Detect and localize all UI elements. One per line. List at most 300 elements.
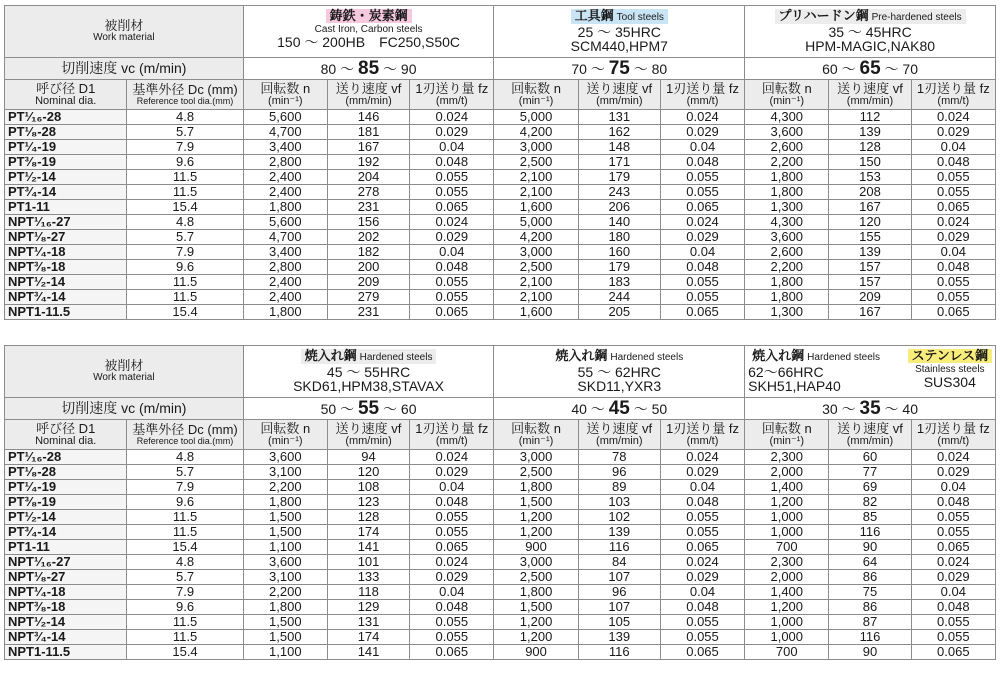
cutting-speed-value xyxy=(243,58,494,80)
fz-value: 0.029 xyxy=(911,465,995,480)
thread-size: PT1-11 xyxy=(5,540,127,555)
table-row xyxy=(5,645,996,660)
rpm-value: 1,500 xyxy=(243,510,327,525)
rpm-label: 回転数 n xyxy=(511,420,561,436)
rpm-value: 5,600 xyxy=(243,110,327,125)
rpm-value: 2,100 xyxy=(494,290,578,305)
speed-recommended: 55 xyxy=(357,397,380,419)
feed-value: 141 xyxy=(327,645,409,660)
feed-value: 179 xyxy=(578,170,660,185)
speed-high: 〜 50 xyxy=(633,400,668,417)
rpm-value: 4,700 xyxy=(243,230,327,245)
feed-value: 205 xyxy=(578,305,660,320)
rpm-value: 3,600 xyxy=(243,450,327,465)
rpm-value: 2,400 xyxy=(243,290,327,305)
rpm-unit: (min⁻¹) xyxy=(518,434,554,447)
table-row xyxy=(5,230,996,245)
feed-value: 231 xyxy=(327,305,409,320)
feed-value: 157 xyxy=(829,275,911,290)
speed-recommended: 85 xyxy=(358,57,380,79)
feed-header xyxy=(829,80,911,110)
table-row xyxy=(5,525,996,540)
thread-size: PT1-11 xyxy=(5,200,127,215)
rpm-value: 3,600 xyxy=(745,125,829,140)
rpm-value: 900 xyxy=(494,540,578,555)
fz-header xyxy=(911,420,995,450)
rpm-value: 5,000 xyxy=(494,110,578,125)
reference-dia: 4.8 xyxy=(127,110,243,125)
feed-value: 200 xyxy=(327,260,409,275)
material-title: 焼入れ鋼 xyxy=(555,348,608,363)
fz-value: 0.029 xyxy=(660,465,744,480)
hardness-range: 55 〜 62HRC xyxy=(577,363,661,380)
rpm-value: 1,800 xyxy=(745,170,829,185)
feed-value: 123 xyxy=(327,495,409,510)
rpm-value: 2,500 xyxy=(494,155,578,170)
fz-value: 0.065 xyxy=(410,305,494,320)
fz-value: 0.04 xyxy=(410,585,494,600)
fz-value: 0.055 xyxy=(410,170,494,185)
rpm-value: 1,000 xyxy=(745,525,829,540)
fz-value: 0.065 xyxy=(410,200,494,215)
rpm-header xyxy=(243,420,327,450)
speed-low: 60 〜 xyxy=(822,60,856,77)
feed-value: 60 xyxy=(829,450,911,465)
thread-size: NPT1-11.5 xyxy=(5,305,127,320)
rpm-label: 回転数 n xyxy=(260,80,311,96)
fz-value: 0.055 xyxy=(660,275,744,290)
reference-dia: 7.9 xyxy=(127,245,243,260)
reference-dia: 7.9 xyxy=(127,585,243,600)
reference-dia: 11.5 xyxy=(127,525,243,540)
feed-value: 118 xyxy=(327,585,409,600)
rpm-value: 2,500 xyxy=(494,465,578,480)
table-row xyxy=(5,125,996,140)
fz-value: 0.055 xyxy=(660,525,744,540)
feed-value: 89 xyxy=(578,480,660,495)
fz-unit: (mm/t) xyxy=(686,94,719,107)
fz-value: 0.055 xyxy=(911,525,995,540)
material-subtitle: Cast Iron, Carbon steels xyxy=(314,23,423,35)
fz-value: 0.029 xyxy=(410,230,494,245)
rpm-value: 1,800 xyxy=(243,600,327,615)
feed-value: 107 xyxy=(578,570,660,585)
feed-value: 148 xyxy=(578,140,660,155)
feed-unit: (mm/min) xyxy=(345,94,392,107)
feed-value: 139 xyxy=(829,125,911,140)
material-grades: SKD61,HPM38,STAVAX xyxy=(293,378,445,395)
speed-low: 50 〜 xyxy=(320,400,355,417)
rpm-value: 1,200 xyxy=(494,615,578,630)
rpm-value: 1,800 xyxy=(243,495,327,510)
material-title: 焼入れ鋼 xyxy=(304,348,357,363)
stainless-title-en: Stainless steels xyxy=(915,363,985,375)
hardness-range: 45 〜 55HRC xyxy=(326,363,411,380)
reference-dia-label-en: Reference tool dia.(mm) xyxy=(136,435,234,446)
fz-value: 0.048 xyxy=(911,495,995,510)
table-row xyxy=(5,465,996,480)
feed-value: 128 xyxy=(327,510,409,525)
feed-value: 141 xyxy=(327,540,409,555)
fz-label: 1刃送り量 fz xyxy=(415,420,489,436)
fz-value: 0.024 xyxy=(660,450,744,465)
reference-dia: 11.5 xyxy=(127,615,243,630)
feed-value: 182 xyxy=(327,245,409,260)
rpm-value: 1,600 xyxy=(494,305,578,320)
material-title: 焼入れ鋼 xyxy=(752,348,805,363)
table-row xyxy=(5,615,996,630)
thread-size: NPT¹⁄₈-27 xyxy=(5,230,127,245)
table-row xyxy=(5,510,996,525)
feed-unit: (mm/min) xyxy=(846,434,894,447)
thread-size: PT³⁄₈-19 xyxy=(5,495,127,510)
feed-value: 208 xyxy=(829,185,911,200)
thread-size: PT¹⁄₈-28 xyxy=(5,465,127,480)
rpm-value: 3,100 xyxy=(243,570,327,585)
fz-header xyxy=(410,420,494,450)
cutting-table-top xyxy=(4,5,996,320)
rpm-value: 3,000 xyxy=(494,555,578,570)
feed-value: 206 xyxy=(578,200,660,215)
rpm-unit: (min⁻¹) xyxy=(518,94,554,107)
table-row xyxy=(5,290,996,305)
reference-dia: 5.7 xyxy=(127,230,243,245)
fz-value: 0.04 xyxy=(410,245,494,260)
rpm-value: 3,600 xyxy=(243,555,327,570)
rpm-value: 2,400 xyxy=(243,275,327,290)
fz-value: 0.055 xyxy=(911,290,995,305)
fz-value: 0.04 xyxy=(911,245,995,260)
rpm-value: 900 xyxy=(494,645,578,660)
reference-dia: 11.5 xyxy=(127,630,243,645)
stainless-title: ステンレス鋼 xyxy=(911,348,988,363)
fz-value: 0.029 xyxy=(410,465,494,480)
rpm-header xyxy=(745,80,829,110)
feed-value: 183 xyxy=(578,275,660,290)
thread-size: PT¹⁄₂-14 xyxy=(5,170,127,185)
feed-value: 96 xyxy=(578,585,660,600)
feed-value: 112 xyxy=(829,110,911,125)
rpm-value: 2,200 xyxy=(243,585,327,600)
feed-header xyxy=(578,420,660,450)
feed-value: 139 xyxy=(578,525,660,540)
feed-unit: (mm/min) xyxy=(596,434,643,447)
fz-value: 0.024 xyxy=(911,110,995,125)
thread-size: NPT³⁄₄-14 xyxy=(5,290,127,305)
fz-value: 0.048 xyxy=(911,155,995,170)
cutting-speed-value xyxy=(243,398,494,420)
rpm-value: 2,100 xyxy=(494,275,578,290)
material-title-box xyxy=(571,9,668,24)
material-label: 被削材 xyxy=(104,358,144,374)
feed-value: 153 xyxy=(829,170,911,185)
material-title: 鋳鉄・炭素鋼 xyxy=(329,8,408,23)
fz-value: 0.024 xyxy=(410,215,494,230)
material-title-en: Pre-hardened steels xyxy=(871,12,962,23)
material-group-cell xyxy=(745,346,996,398)
reference-dia: 11.5 xyxy=(127,290,243,305)
material-label-cell xyxy=(5,6,244,58)
material-group-cell xyxy=(745,6,996,58)
feed-value: 192 xyxy=(327,155,409,170)
thread-size: PT¹⁄₈-28 xyxy=(5,125,127,140)
table-row xyxy=(5,540,996,555)
reference-dia: 15.4 xyxy=(127,305,243,320)
hardness-range: 62〜66HRC xyxy=(748,363,824,380)
rpm-value: 1,800 xyxy=(243,200,327,215)
stainless-grade: SUS304 xyxy=(923,374,976,391)
rpm-value: 1,800 xyxy=(494,585,578,600)
stainless-title-box xyxy=(908,349,992,363)
nominal-dia-label: 呼び径 D1 xyxy=(36,420,96,436)
feed-value: 86 xyxy=(829,600,911,615)
fz-value: 0.04 xyxy=(660,480,744,495)
fz-value: 0.024 xyxy=(660,555,744,570)
rpm-value: 1,400 xyxy=(745,480,829,495)
speed-low: 30 〜 xyxy=(822,400,856,417)
speed-recommended: 35 xyxy=(859,397,881,419)
table-row xyxy=(5,110,996,125)
rpm-unit: (min⁻¹) xyxy=(769,434,805,447)
fz-value: 0.065 xyxy=(911,645,995,660)
fz-label: 1刃送り量 fz xyxy=(666,80,740,96)
thread-size: NPT³⁄₄-14 xyxy=(5,630,127,645)
rpm-value: 1,800 xyxy=(745,185,829,200)
fz-value: 0.04 xyxy=(410,480,494,495)
feed-value: 157 xyxy=(829,260,911,275)
material-title-en: Hardened steels xyxy=(359,352,433,363)
rpm-unit: (min⁻¹) xyxy=(268,94,303,107)
fz-value: 0.024 xyxy=(911,215,995,230)
rpm-value: 2,400 xyxy=(243,185,327,200)
reference-dia-header xyxy=(127,420,243,450)
feed-value: 156 xyxy=(327,215,409,230)
feed-value: 116 xyxy=(829,630,911,645)
reference-dia-label: 基準外径 Dc (mm) xyxy=(132,81,238,97)
fz-value: 0.048 xyxy=(410,495,494,510)
feed-value: 167 xyxy=(829,200,911,215)
table-row xyxy=(5,245,996,260)
reference-dia: 9.6 xyxy=(127,600,243,615)
rpm-value: 4,200 xyxy=(494,230,578,245)
nominal-dia-label-en: Nominal dia. xyxy=(35,434,97,447)
thread-size: NPT³⁄₈-18 xyxy=(5,260,127,275)
fz-value: 0.04 xyxy=(660,140,744,155)
rpm-value: 2,200 xyxy=(745,155,829,170)
feed-value: 139 xyxy=(829,245,911,260)
fz-value: 0.048 xyxy=(660,600,744,615)
rpm-value: 1,000 xyxy=(745,615,829,630)
cutting-speed-value xyxy=(494,58,745,80)
rpm-value: 1,200 xyxy=(494,525,578,540)
fz-label: 1刃送り量 fz xyxy=(916,420,990,436)
feed-value: 244 xyxy=(578,290,660,305)
feed-value: 90 xyxy=(829,540,911,555)
rpm-header xyxy=(243,80,327,110)
material-label-cell xyxy=(5,346,244,398)
speed-high: 〜 80 xyxy=(633,60,668,77)
fz-value: 0.04 xyxy=(911,140,995,155)
fz-value: 0.048 xyxy=(911,600,995,615)
fz-label: 1刃送り量 fz xyxy=(415,80,489,96)
fz-value: 0.024 xyxy=(660,215,744,230)
thread-size: PT³⁄₈-19 xyxy=(5,155,127,170)
feed-value: 82 xyxy=(829,495,911,510)
feed-label: 送り速度 vf xyxy=(586,80,653,96)
feed-value: 116 xyxy=(578,540,660,555)
rpm-value: 5,600 xyxy=(243,215,327,230)
fz-value: 0.024 xyxy=(660,110,744,125)
rpm-value: 3,000 xyxy=(494,140,578,155)
feed-unit: (mm/min) xyxy=(345,434,392,447)
rpm-value: 1,200 xyxy=(494,630,578,645)
rpm-value: 1,800 xyxy=(745,275,829,290)
speed-recommended: 75 xyxy=(608,57,630,79)
reference-dia: 4.8 xyxy=(127,555,243,570)
rpm-value: 1,500 xyxy=(243,630,327,645)
rpm-label: 回転数 n xyxy=(511,80,561,96)
material-group-cell xyxy=(494,6,745,58)
thread-size: NPT¹⁄₄-18 xyxy=(5,585,127,600)
fz-value: 0.024 xyxy=(410,555,494,570)
material-label-en: Work material xyxy=(93,32,155,44)
fz-value: 0.055 xyxy=(660,615,744,630)
feed-value: 101 xyxy=(327,555,409,570)
fz-value: 0.048 xyxy=(410,260,494,275)
feed-value: 84 xyxy=(578,555,660,570)
thread-size: NPT¹⁄₂-14 xyxy=(5,615,127,630)
rpm-value: 4,300 xyxy=(745,215,829,230)
feed-value: 231 xyxy=(327,200,409,215)
reference-dia: 9.6 xyxy=(127,495,243,510)
material-title-en: Tool steels xyxy=(616,12,664,23)
fz-value: 0.065 xyxy=(911,540,995,555)
thread-size: NPT¹⁄₈-27 xyxy=(5,570,127,585)
material-title-en: Hardened steels xyxy=(610,352,684,363)
feed-unit: (mm/min) xyxy=(596,94,643,107)
speed-high: 〜 70 xyxy=(884,60,918,77)
feed-value: 103 xyxy=(578,495,660,510)
cutting-speed-value xyxy=(745,58,996,80)
rpm-value: 2,000 xyxy=(745,465,829,480)
reference-dia: 9.6 xyxy=(127,155,243,170)
rpm-label: 回転数 n xyxy=(761,420,812,436)
fz-value: 0.055 xyxy=(410,275,494,290)
fz-value: 0.055 xyxy=(410,510,494,525)
fz-value: 0.024 xyxy=(410,450,494,465)
fz-value: 0.055 xyxy=(660,630,744,645)
rpm-header xyxy=(494,80,578,110)
reference-dia-header xyxy=(127,80,243,110)
feed-value: 90 xyxy=(829,645,911,660)
fz-unit: (mm/t) xyxy=(435,94,468,107)
rpm-value: 2,800 xyxy=(243,155,327,170)
fz-value: 0.029 xyxy=(911,125,995,140)
thread-size: PT¹⁄₁₆-28 xyxy=(5,450,127,465)
table-row xyxy=(5,480,996,495)
rpm-value: 4,300 xyxy=(745,110,829,125)
table-row xyxy=(5,585,996,600)
speed-low: 80 〜 xyxy=(320,60,355,77)
rpm-value: 1,600 xyxy=(494,200,578,215)
feed-value: 209 xyxy=(829,290,911,305)
cutting-speed-value xyxy=(745,398,996,420)
hardness-range: 35 〜 45HRC xyxy=(828,23,912,40)
rpm-value: 3,400 xyxy=(243,140,327,155)
feed-value: 120 xyxy=(829,215,911,230)
fz-value: 0.029 xyxy=(911,230,995,245)
speed-low: 40 〜 xyxy=(571,400,605,417)
fz-value: 0.048 xyxy=(911,260,995,275)
fz-value: 0.029 xyxy=(660,125,744,140)
rpm-value: 1,800 xyxy=(494,480,578,495)
material-title-box xyxy=(301,349,437,364)
fz-value: 0.055 xyxy=(911,185,995,200)
feed-value: 131 xyxy=(578,110,660,125)
reference-dia-label-en: Reference tool dia.(mm) xyxy=(136,95,234,106)
feed-value: 202 xyxy=(327,230,409,245)
fz-value: 0.029 xyxy=(410,570,494,585)
cutting-table-bottom xyxy=(4,345,996,660)
material-title: 工具鋼 xyxy=(574,8,614,23)
rpm-value: 2,800 xyxy=(243,260,327,275)
table-row xyxy=(5,600,996,615)
rpm-value: 1,300 xyxy=(745,305,829,320)
rpm-value: 1,000 xyxy=(745,630,829,645)
fz-header xyxy=(911,80,995,110)
table-row xyxy=(5,275,996,290)
table-row xyxy=(5,450,996,465)
fz-value: 0.055 xyxy=(410,525,494,540)
feed-value: 87 xyxy=(829,615,911,630)
feed-value: 107 xyxy=(578,600,660,615)
fz-value: 0.024 xyxy=(410,110,494,125)
cutting-speed-label: 切削速度 vc (m/min) xyxy=(5,58,244,80)
speed-recommended: 45 xyxy=(608,397,630,419)
rpm-value: 700 xyxy=(745,540,829,555)
table-row xyxy=(5,170,996,185)
feed-value: 86 xyxy=(829,570,911,585)
reference-dia: 9.6 xyxy=(127,260,243,275)
feed-value: 162 xyxy=(578,125,660,140)
thread-size: PT¹⁄₄-19 xyxy=(5,480,127,495)
feed-value: 160 xyxy=(578,245,660,260)
feed-label: 送り速度 vf xyxy=(335,80,402,96)
rpm-value: 1,800 xyxy=(243,305,327,320)
material-group-cell xyxy=(243,6,494,58)
fz-value: 0.065 xyxy=(660,305,744,320)
rpm-value: 1,500 xyxy=(243,615,327,630)
reference-dia: 15.4 xyxy=(127,200,243,215)
fz-unit: (mm/t) xyxy=(435,434,468,447)
reference-dia: 7.9 xyxy=(127,140,243,155)
material-group-cell xyxy=(494,346,745,398)
material-grades: SKH51,HAP40 xyxy=(748,378,841,395)
fz-unit: (mm/t) xyxy=(686,434,719,447)
thread-size: NPT³⁄₈-18 xyxy=(5,600,127,615)
table-row xyxy=(5,630,996,645)
feed-label: 送り速度 vf xyxy=(837,80,903,96)
rpm-value: 2,200 xyxy=(745,260,829,275)
fz-value: 0.055 xyxy=(911,630,995,645)
fz-value: 0.029 xyxy=(660,230,744,245)
table-row xyxy=(5,185,996,200)
material-grades: SCM440,HPM7 xyxy=(570,38,668,55)
fz-value: 0.048 xyxy=(660,495,744,510)
material-grades: HPM-MAGIC,NAK80 xyxy=(805,38,936,55)
fz-value: 0.055 xyxy=(410,185,494,200)
fz-value: 0.048 xyxy=(410,155,494,170)
